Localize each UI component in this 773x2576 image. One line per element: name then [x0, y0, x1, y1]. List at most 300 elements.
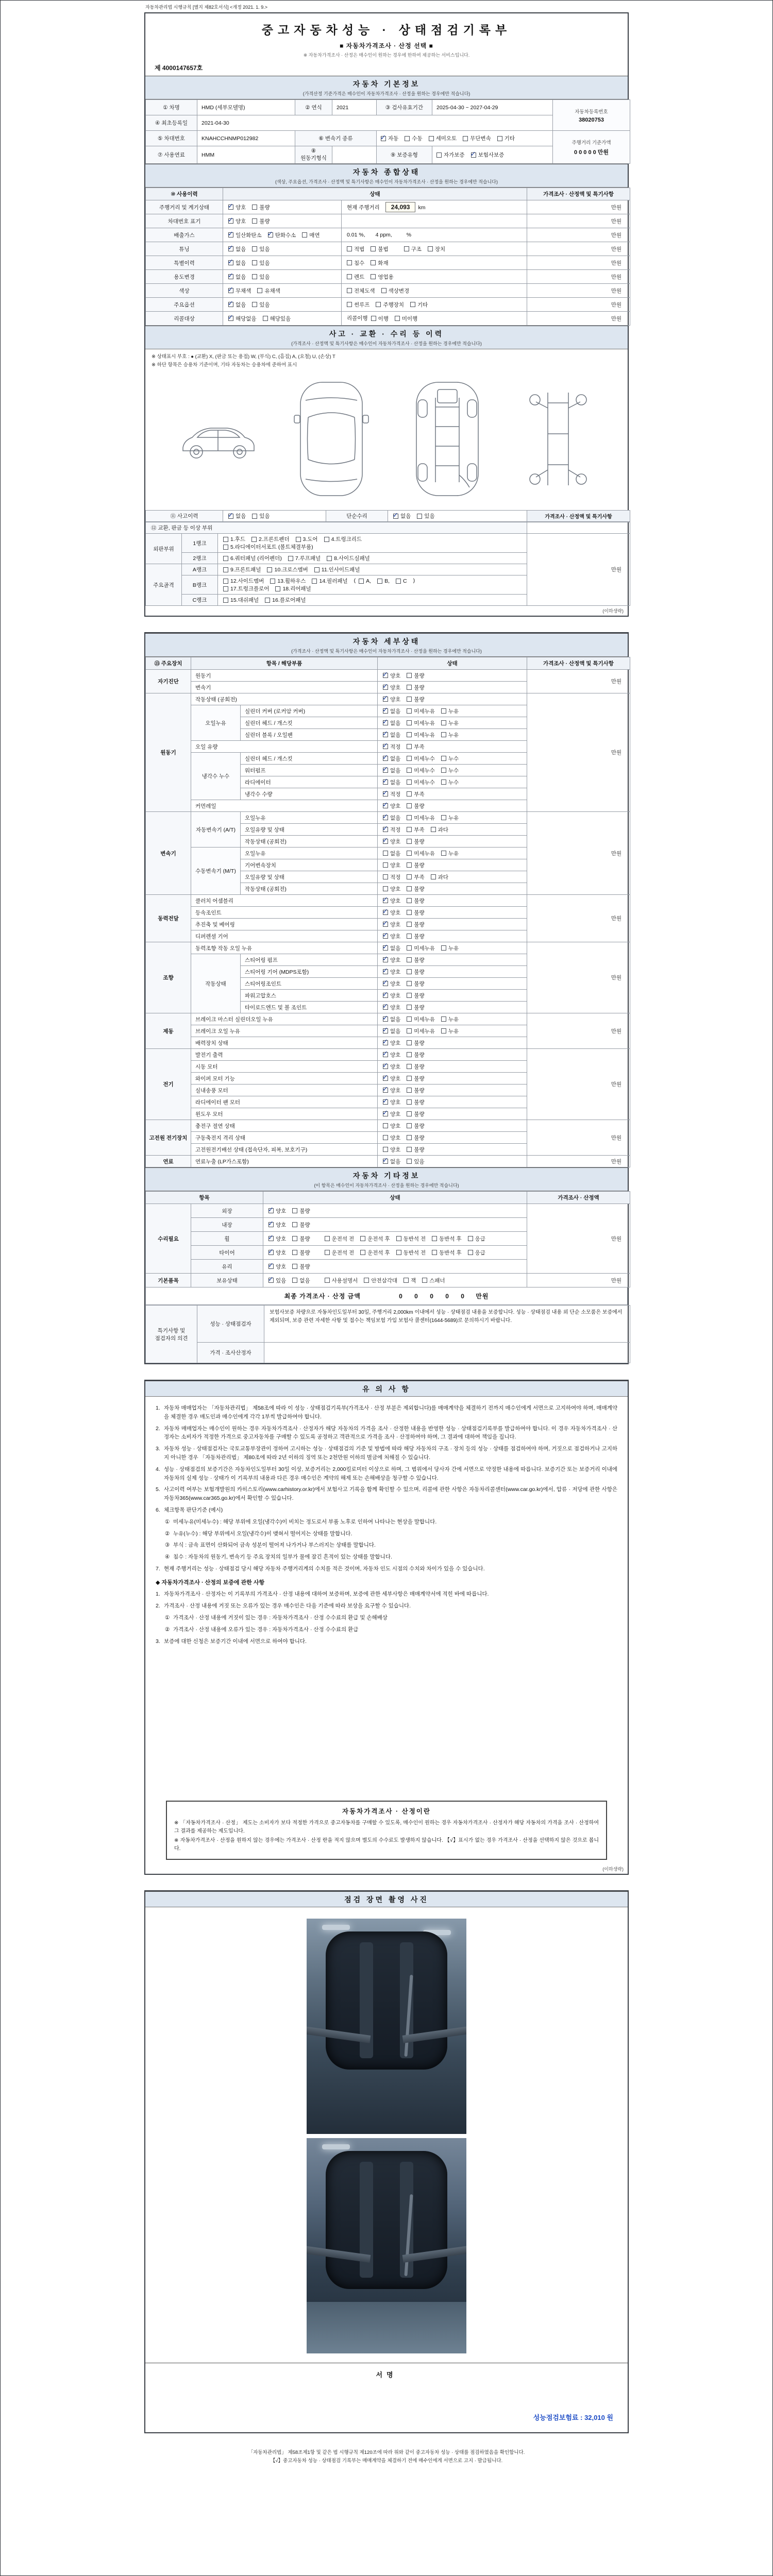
detail-condition-box — [144, 632, 629, 1364]
state-cell — [378, 1132, 527, 1144]
notice-item-text: 사고이력 여부는 보험개발원의 카히스토리(www.carhistory.or.kr)에서 보험사고 기록을 함께 확인할 수 있으며, 리콜에 관한 사항은 자동차리콜센터(www.car.go.kr)에서, 압류 · 저당에 관한 사항은 자동차365(www.car365.go.kr)에서 확인할 수 있습니다. — [164, 1486, 617, 1502]
section-title: 자동차 기본정보 — [352, 80, 421, 88]
checkbox-option — [275, 585, 311, 592]
state-cell — [378, 978, 527, 990]
item-label: 고전원전기배선 상태 (접속단자, 피복, 보호기구) — [191, 1144, 378, 1156]
detail-cell — [342, 312, 527, 326]
footer-line-1: 「자동차관리법」 제58조제1항 및 같은 법 시행규칙 제120조에 따라 위와 같이 중고자동차 성능 · 상태를 점검하였음을 확인합니다. — [248, 2450, 525, 2455]
checked-checkbox — [268, 1278, 274, 1283]
checkbox-label: 누수 — [448, 779, 459, 786]
checked-checkbox — [383, 791, 388, 796]
checkbox-option — [407, 1063, 424, 1071]
checked-checkbox — [228, 302, 233, 307]
checked-checkbox — [383, 1111, 388, 1116]
item-label: 구동축전지 격리 상태 — [191, 1132, 378, 1144]
state-cell — [378, 693, 527, 705]
checkbox-label: 양호 — [390, 1063, 401, 1070]
state-cell — [378, 765, 527, 776]
checkbox-label: 불량 — [414, 1063, 425, 1070]
device-group-label: 자기진단 — [146, 670, 191, 693]
checkbox-label: 적법 — [354, 246, 365, 252]
checkbox-option — [468, 1235, 485, 1243]
checkbox-label: 없음 — [390, 850, 401, 857]
checkbox-option — [377, 578, 390, 584]
checkbox-option — [383, 968, 400, 976]
price-cell: 만원 — [527, 1156, 630, 1167]
unchecked-checkbox — [292, 1278, 297, 1283]
state-cell — [378, 1156, 527, 1167]
item-label: 디퍼렌셜 기어 — [191, 930, 378, 942]
checkbox-option — [407, 861, 424, 869]
unchecked-checkbox — [252, 246, 257, 251]
checkbox-label: 미세누유 — [414, 850, 435, 857]
checked-checkbox — [383, 1064, 388, 1069]
summary-row — [146, 298, 630, 312]
notice-item-number: ② — [165, 1626, 170, 1633]
checkbox-label: 18.리어패널 — [282, 586, 311, 592]
checkbox-label: 양호 — [390, 803, 401, 809]
checked-checkbox — [471, 152, 476, 158]
checkbox-option — [396, 578, 407, 584]
section-header-basic-info — [145, 76, 628, 99]
state-cell — [378, 788, 527, 800]
checkbox-label: 양호 — [390, 1146, 401, 1153]
checkbox-option — [407, 826, 424, 834]
checkbox-label: 부족 — [414, 826, 425, 833]
unchecked-checkbox — [407, 862, 412, 868]
checkbox-label: 응급 — [475, 1249, 485, 1256]
unchecked-checkbox — [252, 205, 257, 210]
notice-item-text: 보증에 대한 신청은 보증기간 이내에 서면으로 하여야 합니다. — [164, 1638, 307, 1645]
detail-row — [146, 1013, 630, 1025]
car-underbody-diagram — [404, 377, 491, 501]
unchecked-checkbox — [376, 302, 381, 307]
field-value — [377, 131, 553, 146]
checkbox-option — [292, 1207, 310, 1215]
checkbox-label: 없음 — [390, 945, 401, 952]
state-cell — [263, 1204, 527, 1218]
checkbox-label: 없음 — [236, 513, 246, 519]
unchecked-checkbox — [468, 1250, 473, 1255]
notice-item-text: 가격조사 · 산정 내용에 오류가 있는 경우 : 자동차가격조사 · 산정 수수료의 환급 — [173, 1626, 359, 1633]
checkbox-label: 양호 — [390, 684, 401, 691]
state-cell — [378, 670, 527, 682]
unchecked-checkbox — [431, 874, 436, 879]
checkbox-label: 스패너 — [429, 1277, 445, 1284]
checkbox-option — [383, 814, 400, 822]
column-header: ⑩ 사용이력 — [146, 188, 223, 200]
checkbox-label: 17.트렁크플로어 — [230, 586, 270, 592]
unchecked-checkbox — [292, 1236, 297, 1241]
checkbox-label: 없음 — [390, 1158, 401, 1165]
checkbox-option — [268, 1235, 286, 1243]
checkbox-label: 없음 — [390, 755, 401, 762]
section-title: 유 의 사 항 — [362, 1385, 411, 1393]
unchecked-checkbox — [407, 1099, 412, 1105]
field-label: ② 연식 — [295, 100, 332, 115]
checkbox-label: 적정 — [390, 791, 401, 798]
field-value: 2025-04-30 ~ 2027-04-29 — [432, 100, 553, 115]
checkbox-option — [347, 287, 375, 295]
checkbox-label: 9.프론트패널 — [230, 567, 261, 573]
checkbox-label: 누유 — [448, 815, 459, 821]
checked-checkbox — [393, 514, 398, 519]
notice-item-number: 5. — [156, 1486, 160, 1493]
state-cell — [263, 1260, 527, 1274]
unchecked-checkbox — [407, 851, 412, 856]
checkbox-option — [292, 1235, 310, 1243]
checkbox-option — [471, 151, 505, 159]
summary-row — [146, 270, 630, 284]
notice-item — [165, 1518, 617, 1527]
unchecked-checkbox — [407, 874, 412, 879]
text-token: 0.01 %, — [347, 232, 365, 238]
unchecked-checkbox — [359, 579, 364, 584]
unchecked-checkbox — [383, 874, 388, 879]
price-survey-option-title: ■ 자동차가격조사 · 산정 선택 ■ — [340, 42, 433, 49]
checkbox-option — [292, 1277, 310, 1284]
checked-checkbox — [383, 981, 388, 986]
price-cell: 만원 — [527, 1274, 630, 1287]
summary-row — [146, 256, 630, 270]
checkbox-option — [383, 909, 400, 917]
checkbox-label: 불량 — [414, 684, 425, 691]
state-cell — [378, 848, 527, 859]
checkbox-option — [407, 897, 424, 905]
field-value — [332, 146, 377, 164]
checkbox-option — [407, 731, 435, 739]
shop-light — [322, 1925, 350, 1930]
checkbox-label: 미세누유 — [414, 945, 435, 952]
notice-item-text: 체크항목 판단기준 (예시) — [164, 1506, 223, 1513]
state-cell — [378, 1013, 527, 1025]
exchange-label: ⑫ 교환, 판금 등 이상 부위 — [146, 522, 527, 534]
state-cell — [378, 883, 527, 895]
unchecked-checkbox — [407, 1159, 412, 1164]
price-cell: 만원 — [527, 312, 630, 326]
shop-light — [322, 2144, 350, 2149]
unchecked-checkbox — [407, 993, 412, 998]
checkbox-option — [302, 231, 320, 239]
state-cell — [378, 824, 527, 836]
unchecked-checkbox — [257, 288, 262, 293]
checkbox-option — [383, 707, 400, 715]
state-cell — [223, 312, 342, 326]
checkbox-option — [441, 850, 459, 857]
item-label: 추진축 및 베어링 — [191, 919, 378, 930]
checkbox-option — [223, 535, 245, 543]
notice-box — [144, 1380, 629, 1875]
notice-item-number: ② — [165, 1530, 170, 1537]
state-cell — [378, 753, 527, 765]
price-cell: 만원 — [527, 228, 630, 242]
checkbox-option — [407, 1146, 424, 1154]
checkbox-label: 부족 — [414, 874, 425, 880]
checkbox-option — [429, 134, 457, 142]
checkbox-label: 불량 — [414, 1052, 425, 1058]
unchecked-checkbox — [270, 579, 275, 584]
checkbox-option — [497, 134, 515, 142]
checkbox-label: 없음 — [390, 779, 401, 786]
car-underbody — [326, 2151, 447, 2289]
field-label: ⑦ 사용연료 — [146, 146, 197, 164]
unchecked-checkbox — [347, 288, 352, 293]
etc-row — [146, 1274, 630, 1287]
checkbox-label: 불량 — [414, 1004, 425, 1011]
checkbox-option — [407, 684, 424, 691]
unchecked-checkbox — [383, 1135, 388, 1140]
column-header: ⑬ 주요장치 — [146, 657, 191, 670]
checkbox-option — [396, 1235, 426, 1243]
detail-condition-table — [145, 657, 630, 1167]
checkbox-label: 부족 — [414, 743, 425, 750]
notice-item-number: 2. — [156, 1603, 160, 1609]
checkbox-label: 양호 — [390, 1004, 401, 1011]
checked-checkbox — [383, 957, 388, 962]
checkbox-option — [383, 719, 400, 727]
item-label: 브레이크 오일 누유 — [191, 1025, 378, 1037]
signature-section — [145, 2363, 628, 2432]
checkbox-label: 양호 — [236, 218, 246, 225]
unchecked-checkbox — [292, 1250, 297, 1255]
section-header-notice — [145, 1381, 628, 1397]
state-cell — [378, 800, 527, 812]
checkbox-label: 양호 — [390, 921, 401, 928]
item-label: 냉각수 수량 — [241, 788, 378, 800]
checkbox-option — [383, 861, 400, 869]
checkbox-option — [292, 1221, 310, 1229]
checkbox-option — [407, 778, 435, 786]
checkbox-option — [223, 554, 282, 562]
checkbox-option — [312, 577, 347, 585]
unchecked-checkbox — [407, 732, 412, 737]
checkbox-label: 불량 — [414, 921, 425, 928]
notice-item-number: ③ — [165, 1542, 170, 1549]
checkbox-label: 미세누유 — [414, 720, 435, 726]
checkbox-option — [407, 672, 424, 680]
device-group-label: 연료 — [146, 1156, 191, 1167]
detail-cell — [342, 298, 527, 312]
checkbox-option — [441, 944, 459, 952]
price-cell: 만원 — [527, 298, 630, 312]
checkbox-option — [383, 897, 400, 905]
item-label: 스티어링 기어 (MDPS포함) — [241, 966, 378, 978]
basic-info-row — [146, 131, 630, 146]
checkbox-option — [371, 245, 388, 253]
checkbox-label: 동반석 후 — [439, 1235, 462, 1242]
checkbox-option — [383, 1075, 400, 1082]
checkbox-option — [347, 301, 369, 309]
unchecked-checkbox — [252, 514, 257, 519]
notice-item-number: ① — [165, 1518, 170, 1525]
checkbox-label: 누유 — [448, 708, 459, 715]
item-label: 오일 유량 — [191, 741, 378, 753]
notice-item — [156, 1590, 617, 1599]
checkbox-label: 불량 — [414, 897, 425, 904]
checkbox-label: 불량 — [414, 1123, 425, 1129]
final-price-row — [145, 1287, 628, 1305]
field-label: ⑨ 보증유형 — [377, 146, 432, 164]
shop-floor — [307, 2302, 466, 2353]
unchecked-checkbox — [407, 1135, 412, 1140]
unchecked-checkbox — [407, 886, 412, 891]
checkbox-option — [383, 944, 400, 952]
checkbox-label: 불량 — [414, 1146, 425, 1153]
checkbox-option — [381, 287, 410, 295]
unchecked-checkbox — [383, 1147, 388, 1152]
notice-item — [156, 1602, 617, 1611]
main-record-box — [144, 12, 629, 617]
checkbox-label: 있음 — [424, 513, 435, 519]
checkbox-label: 구조 — [411, 246, 422, 252]
checkbox-label: 양호 — [390, 1075, 401, 1082]
state-cell — [263, 1218, 527, 1232]
checkbox-option — [383, 743, 400, 751]
checkbox-label: 미세누수 — [414, 755, 435, 762]
unchecked-checkbox — [327, 556, 332, 561]
checked-checkbox — [383, 673, 388, 678]
notice-item — [156, 1565, 617, 1573]
detail-cell — [342, 270, 527, 284]
checkbox-option — [383, 1098, 400, 1106]
checkbox-label: 누수 — [448, 767, 459, 774]
state-cell — [378, 1025, 527, 1037]
checkbox-option — [441, 767, 459, 774]
device-group-label: 변속기 — [146, 812, 191, 895]
notice-item-text: 누유(누수) : 해당 부위에서 오일(냉각수)이 맺혀서 떨어지는 상태를 말합니다. — [173, 1530, 352, 1537]
checkbox-option — [252, 273, 270, 281]
unchecked-checkbox — [267, 567, 272, 572]
price-cell: 만원 — [527, 534, 630, 606]
unchecked-checkbox — [407, 673, 412, 678]
checkbox-label: 침수 — [354, 260, 365, 266]
unchecked-checkbox — [223, 545, 228, 550]
unchecked-checkbox — [441, 851, 446, 856]
checkbox-label: 누유 — [448, 720, 459, 726]
checked-checkbox — [383, 1028, 388, 1033]
checkbox-label: 13.휠하우스 — [277, 578, 306, 584]
checkbox-label: 기타 — [504, 135, 515, 142]
unchecked-checkbox — [431, 827, 436, 832]
checkbox-label: 누유 — [448, 1016, 459, 1023]
footer-line-2: 【√】중고자동차 성능 · 상태점검 기록부는 매매계약을 체결하기 전에 매수인에게 서면으로 고지 · 발급됩니다. — [270, 2458, 503, 2464]
checkbox-label: 없음 — [390, 720, 401, 726]
checkbox-label: 11.인사이드패널 — [321, 567, 360, 573]
notice-item — [165, 1541, 617, 1550]
checkbox-label: 과다 — [438, 874, 448, 880]
notice-item — [156, 1485, 617, 1503]
checkbox-option — [407, 1015, 435, 1023]
checkbox-option — [396, 1249, 426, 1257]
item-label: 스티어링 펌프 — [241, 954, 378, 966]
checkbox-label: 미세누유 — [414, 1028, 435, 1035]
checkbox-option — [268, 1221, 286, 1229]
checkbox-option — [407, 1158, 424, 1165]
simple-repair-state — [388, 511, 527, 522]
checkbox-label: 양호 — [390, 969, 401, 975]
checkbox-label: 운전석 후 — [367, 1249, 390, 1256]
photo-area — [145, 1907, 628, 2363]
checked-checkbox — [383, 1052, 388, 1057]
item-label: 실내송풍 모터 — [191, 1084, 378, 1096]
item-label: 실린더 헤드 / 개스킷 — [241, 717, 378, 729]
state-cell — [378, 930, 527, 942]
unchecked-checkbox — [441, 720, 446, 725]
checkbox-option — [441, 719, 459, 727]
rank-item-line — [223, 543, 524, 551]
state-cell — [378, 907, 527, 919]
checkbox-option — [383, 1146, 400, 1154]
unchecked-checkbox — [407, 910, 412, 915]
checked-checkbox — [268, 1222, 274, 1227]
value-unit: km — [418, 205, 426, 211]
checkbox-option — [383, 1063, 400, 1071]
unchecked-checkbox — [407, 803, 412, 808]
item-label: 클러치 어셈블리 — [191, 895, 378, 907]
overall-condition-table — [145, 188, 630, 326]
state-cell — [378, 859, 527, 871]
checkbox-label: 있음 — [259, 274, 270, 280]
field-value: KNAHCCHNMP012982 — [197, 131, 295, 146]
price-column-header: 가격조사 · 산정액 및 특기사항 — [527, 511, 630, 522]
price-cell: 만원 — [527, 214, 630, 228]
checkbox-option — [252, 245, 270, 253]
price-cell: 만원 — [527, 1049, 630, 1120]
checkbox-option — [360, 1235, 390, 1243]
checkbox-option — [422, 1277, 445, 1284]
checkbox-option — [360, 1249, 390, 1257]
unchecked-checkbox — [252, 260, 257, 265]
checkbox-option — [383, 731, 400, 739]
checkbox-option — [407, 1098, 424, 1106]
final-price-label: 최종 가격조사 · 산정 금액 — [284, 1293, 361, 1300]
checkbox-option — [267, 566, 308, 573]
checked-checkbox — [383, 1076, 388, 1081]
checkbox-option — [410, 301, 428, 309]
checkbox-label: 양호 — [390, 992, 401, 999]
notice-item — [165, 1625, 617, 1634]
checked-checkbox — [228, 246, 233, 251]
section-header-accident-history — [145, 326, 628, 349]
checkbox-label: 불량 — [414, 1134, 425, 1141]
checkbox-label: 수동 — [412, 135, 423, 142]
checkbox-option — [383, 980, 400, 988]
state-cell — [378, 942, 527, 954]
checkbox-label: 미세누수 — [414, 767, 435, 774]
checkbox-option — [263, 315, 291, 323]
subgroup-label: 수동변속기 (M/T) — [191, 848, 241, 895]
section-title: 자동차 세부상태 — [352, 637, 421, 646]
checkbox-option — [407, 885, 424, 893]
item-label: 휠 — [191, 1232, 263, 1246]
detail-cell — [342, 284, 527, 298]
rank-item-line — [223, 596, 524, 604]
summary-row — [146, 312, 630, 326]
checked-checkbox — [268, 1250, 274, 1255]
checkbox-option — [441, 814, 459, 822]
row-label: 용도변경 — [146, 270, 223, 284]
price-cell: 만원 — [527, 1120, 630, 1156]
checkbox-label: 동반석 후 — [439, 1249, 462, 1256]
checkbox-label: 양호 — [276, 1208, 287, 1214]
checkbox-option — [407, 944, 435, 952]
checkbox-option — [288, 554, 321, 562]
car-side-view-diagram — [177, 411, 259, 467]
checkbox-label: 전체도색 — [354, 287, 375, 294]
checkbox-option — [432, 1235, 462, 1243]
checked-checkbox — [228, 218, 233, 224]
item-label: 타이어 — [191, 1246, 263, 1260]
